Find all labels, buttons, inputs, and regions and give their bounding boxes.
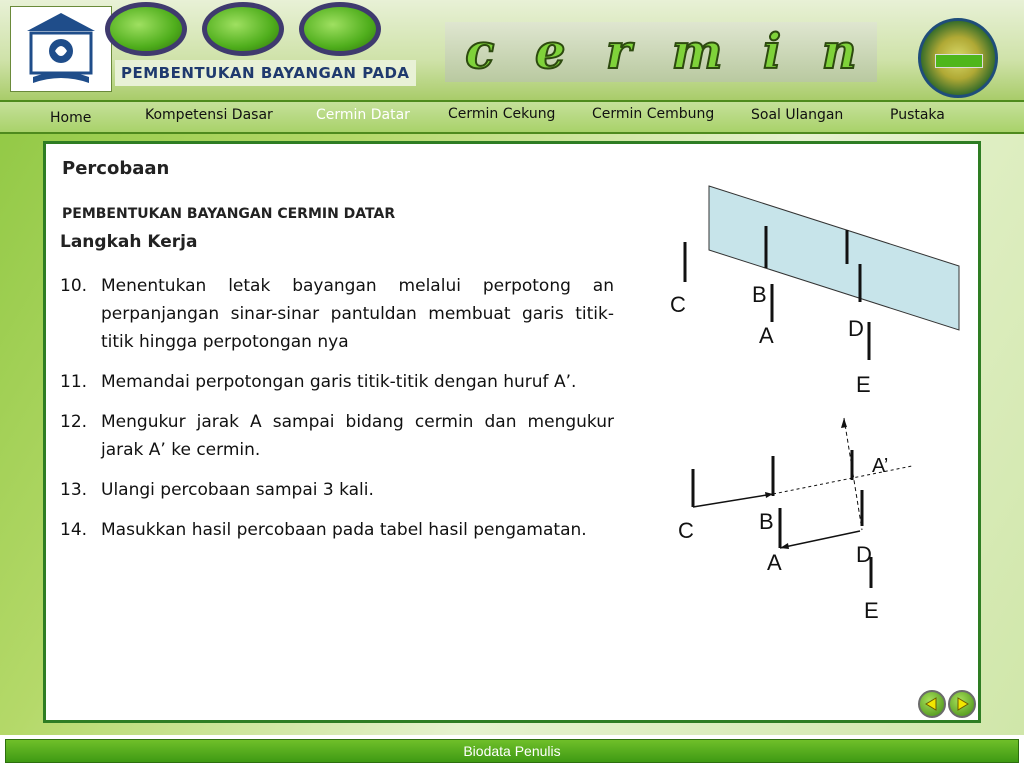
step-number: 14. (60, 520, 88, 540)
step-text: Masukkan hasil percobaan pada tabel hasil pengamatan. (101, 520, 587, 540)
list-item (60, 408, 614, 464)
emblem-tag-icon (935, 54, 983, 68)
step-text: Mengukur jarak A sampai bidang cermin dan mengukur jarak A’ ke cermin. (101, 412, 614, 460)
nav-item-kompetensi-dasar[interactable]: Kompetensi Dasar (145, 107, 273, 123)
footer-bar (5, 739, 1019, 763)
label-a-bottom: A (767, 550, 782, 575)
section-title: Percobaan (62, 158, 170, 179)
steps-list (60, 272, 614, 556)
banner-letter: c (465, 24, 495, 80)
banner-letter: n (821, 24, 857, 80)
steps-heading: Langkah Kerja (60, 232, 198, 252)
list-item (60, 516, 614, 544)
prev-button[interactable] (918, 690, 946, 718)
main-nav (0, 100, 1024, 134)
banner-letter: i (763, 24, 782, 80)
label-c-bottom: C (678, 518, 694, 543)
step-text: Memandai perpotongan garis titik-titik dengan huruf A’. (101, 372, 577, 392)
step-number: 13. (60, 480, 88, 500)
banner-letter: e (534, 24, 566, 80)
green-oval-icon (202, 2, 284, 56)
arrow-head (841, 418, 847, 428)
page-title: PEMBENTUKAN BAYANGAN PADA (115, 60, 416, 86)
nav-item-soal-ulangan[interactable]: Soal Ulangan (751, 107, 844, 123)
banner-letter: m (671, 24, 723, 80)
biodata-penulis-link[interactable]: Biodata Penulis (463, 743, 561, 759)
nav-item-cermin-cembung[interactable]: Cermin Cembung (592, 106, 715, 122)
step-number: 12. (60, 412, 88, 432)
mirror-diagram (646, 174, 976, 654)
list-item (60, 272, 614, 356)
label-e-bottom: E (864, 598, 879, 623)
label-d-bottom: D (856, 542, 872, 567)
nav-item-cermin-cekung[interactable]: Cermin Cekung (448, 106, 556, 122)
next-button[interactable] (948, 690, 976, 718)
dashed-extension-horizontal (773, 466, 912, 494)
footer (0, 735, 1024, 768)
label-c: C (670, 292, 686, 317)
list-item (60, 368, 614, 396)
ray-a-d (780, 531, 860, 548)
label-d: D (848, 316, 864, 341)
step-number: 11. (60, 372, 88, 392)
triangle-right-icon (954, 696, 970, 712)
label-e: E (856, 372, 871, 397)
section-subtitle: PEMBENTUKAN BAYANGAN CERMIN DATAR (62, 206, 396, 222)
decorative-ovals (105, 2, 390, 62)
step-number: 10. (60, 276, 88, 296)
ray-c-b (693, 494, 773, 507)
content-panel (43, 141, 981, 723)
green-oval-icon (105, 2, 187, 56)
dashed-extension-vertical (844, 418, 862, 530)
nav-item-pustaka[interactable]: Pustaka (890, 107, 945, 123)
cermin-banner (445, 22, 877, 82)
green-oval-icon (299, 2, 381, 56)
header (0, 0, 1024, 100)
label-a: A (759, 323, 774, 348)
label-b: B (752, 282, 767, 307)
list-item (60, 476, 614, 504)
label-a-prime: A’ (872, 455, 889, 477)
mirror-plane (709, 186, 959, 330)
step-text: Menentukan letak bayangan melalui perpotong an perpanjangan sinar-sinar pantuldan membuat garis titik-titik hingga perpotongan nya (101, 276, 614, 352)
university-logo-icon (10, 6, 112, 92)
step-text: Ulangi percobaan sampai 3 kali. (101, 480, 374, 500)
triangle-left-icon (924, 696, 940, 712)
banner-letter: r (605, 24, 632, 80)
label-b-bottom: B (759, 509, 774, 534)
nav-item-cermin-datar[interactable]: Cermin Datar (316, 107, 410, 123)
nav-item-home[interactable]: Home (50, 110, 92, 126)
